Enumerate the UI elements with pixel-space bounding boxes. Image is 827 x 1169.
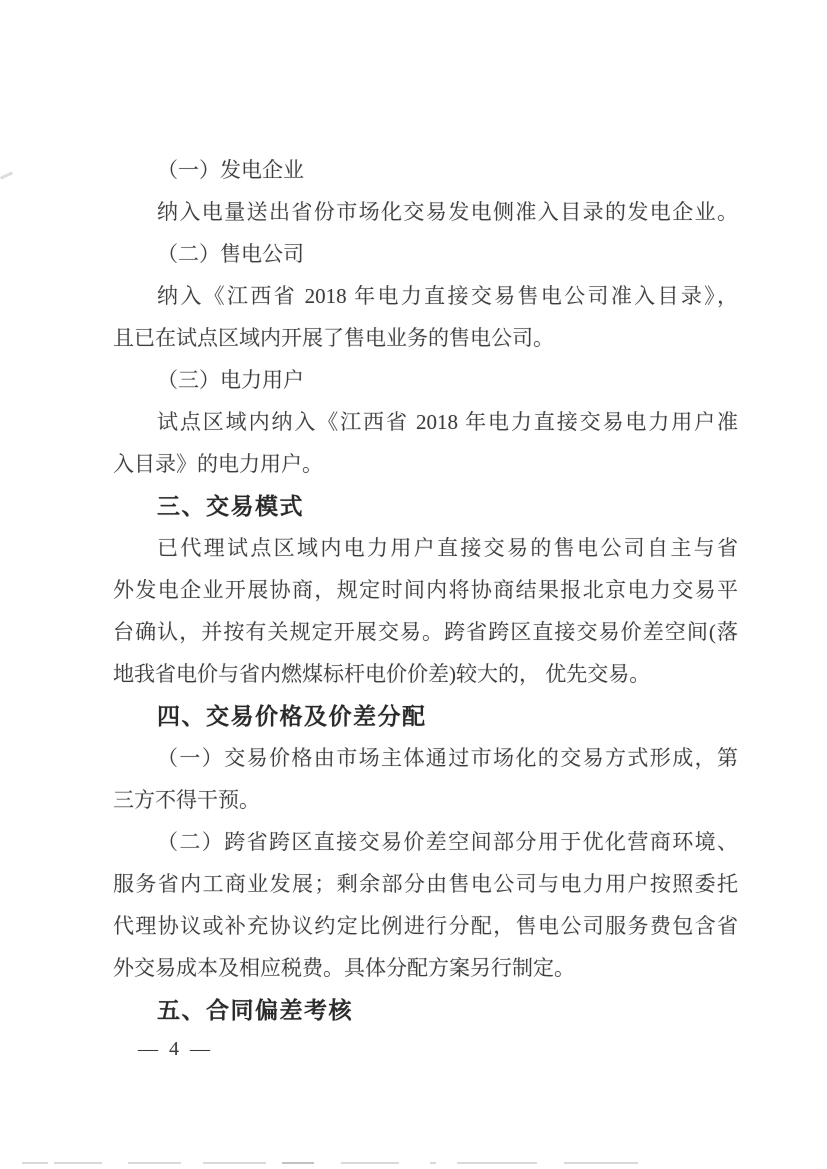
sub-heading-generators: （一）发电企业 xyxy=(157,158,304,182)
sub-heading-retail-companies: （二）售电公司 xyxy=(157,242,304,266)
section-heading-5-contract-deviation: 五、合同偏差考核 xyxy=(157,997,353,1023)
paragraph-users-line-2: 入目录》的电力用户。 xyxy=(113,452,323,476)
document-body xyxy=(113,149,738,1031)
paragraph-mode-line-4: 地我省电价与省内燃煤标杆电价价差)较大的， 优先交易。 xyxy=(113,662,651,686)
paragraph-price-item2-line-2: 服务省内工商业发展；剩余部分由售电公司与电力用户按照委托 xyxy=(113,872,738,896)
sub-heading-power-users: （三）电力用户 xyxy=(157,368,304,392)
paragraph-price-item1-line-1: （一）交易价格由市场主体通过市场化的交易方式形成，第 xyxy=(157,746,738,770)
paragraph-price-item2-line-1: （二）跨省跨区直接交易价差空间部分用于优化营商环境、 xyxy=(157,830,738,854)
scan-edge-artifact xyxy=(0,171,13,179)
paragraph-retail-line-2: 且已在试点区域内开展了售电业务的售电公司。 xyxy=(113,326,554,350)
paragraph-price-item1-line-2: 三方不得干预。 xyxy=(113,788,260,812)
section-heading-3-trading-mode: 三、交易模式 xyxy=(157,493,304,519)
paragraph-mode-line-2: 外发电企业开展协商，规定时间内将协商结果报北京电力交易平 xyxy=(113,578,738,602)
paragraph-price-item2-line-4: 外交易成本及相应税费。具体分配方案另行制定。 xyxy=(113,956,575,980)
page-number: — 4 — xyxy=(138,1038,213,1060)
paragraph-mode-line-1: 已代理试点区域内电力用户直接交易的售电公司自主与省 xyxy=(157,536,738,560)
paragraph-users-line-1: 试点区域内纳入《江西省 2018 年电力直接交易电力用户准 xyxy=(157,410,738,434)
paragraph-generators: 纳入电量送出省份市场化交易发电侧准入目录的发电企业。 xyxy=(157,200,738,224)
paragraph-retail-line-1: 纳入《江西省 2018 年电力直接交易售电公司准入目录》， xyxy=(157,284,738,308)
paragraph-mode-line-3: 台确认，并按有关规定开展交易。跨省跨区直接交易价差空间(落 xyxy=(113,620,738,644)
section-heading-4-price-allocation: 四、交易价格及价差分配 xyxy=(157,703,427,729)
paragraph-price-item2-line-3: 代理协议或补充协议约定比例进行分配，售电公司服务费包含省 xyxy=(113,914,738,938)
